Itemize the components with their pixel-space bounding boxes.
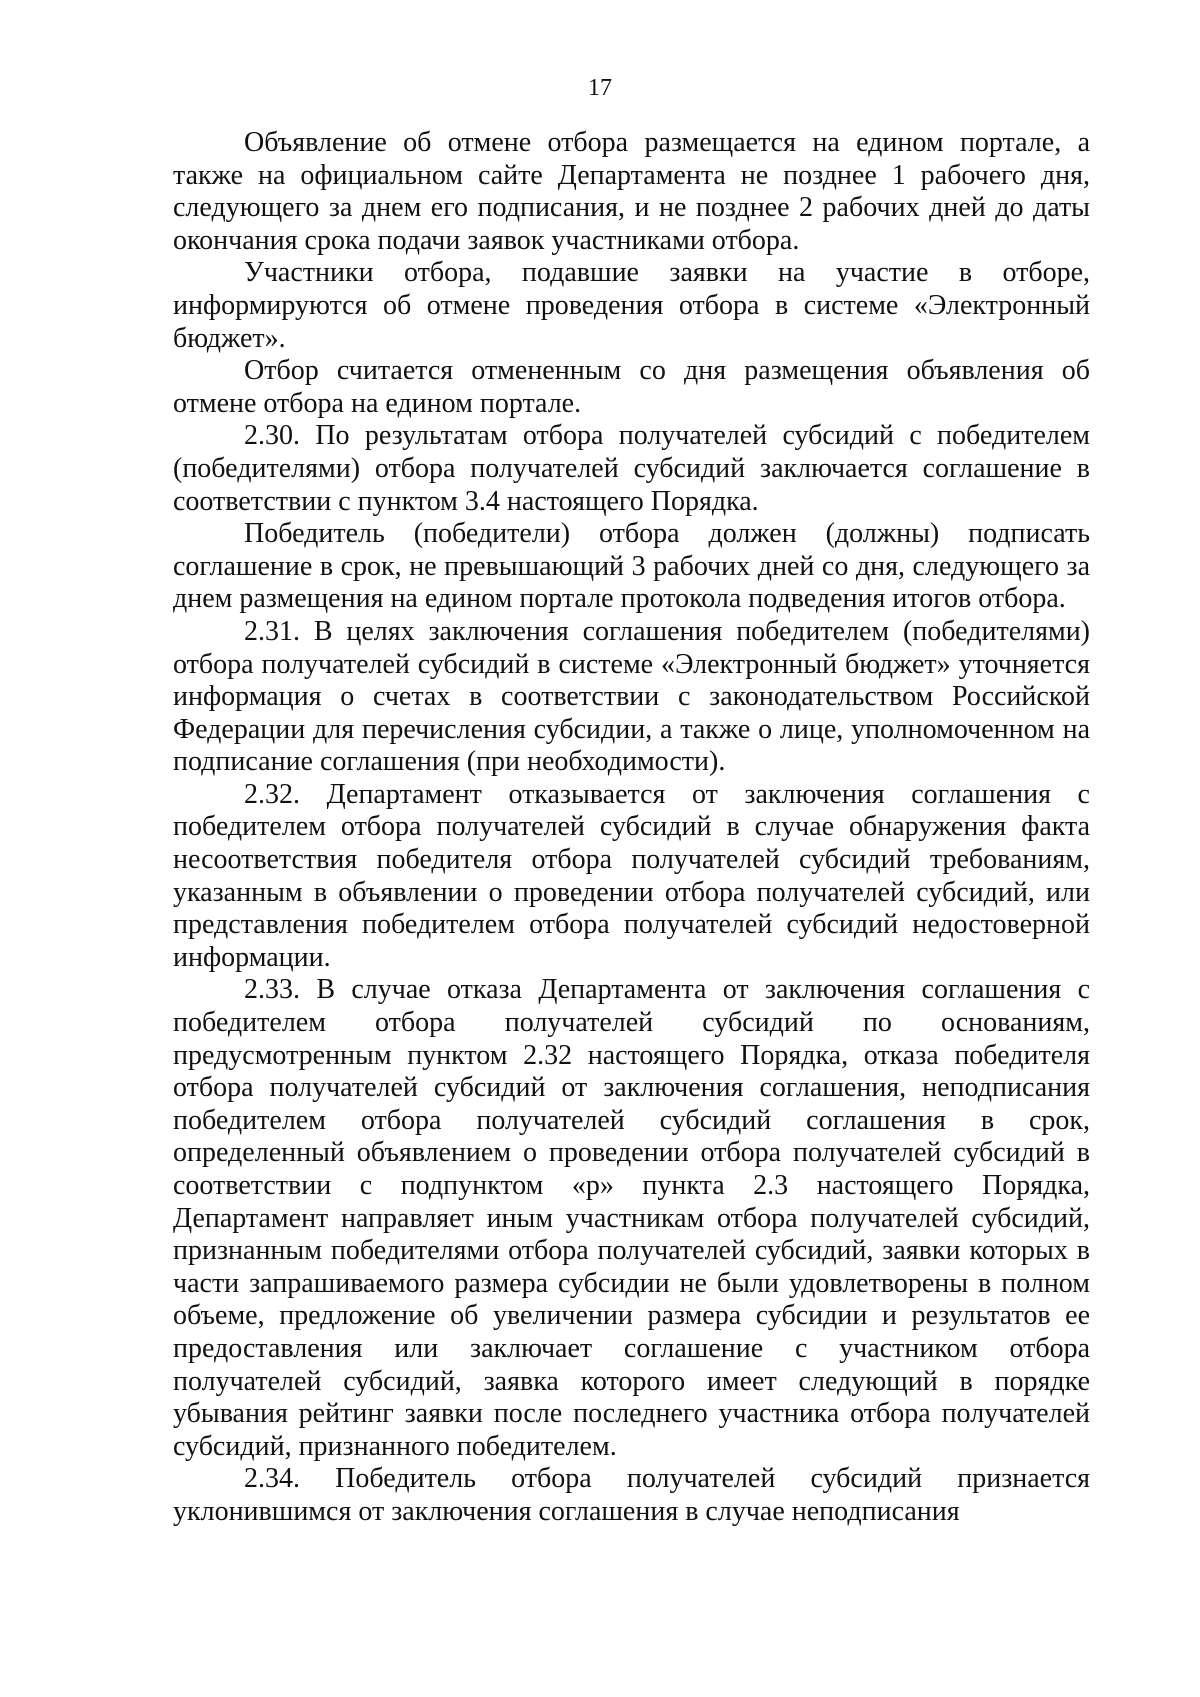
page-number: 17 [588,75,612,101]
paragraph-winner-signing-term: Победитель (победители) отбора должен (должны) подписать соглашение в срок, не превышающий 3 рабочих дней со дня, следующего за днем размещения на едином портале протокола подведения итогов отбора. [173,518,1090,615]
paragraph-2-30: 2.30. По результатам отбора получателей субсидий с победителем (победителями) отбора получателей субсидий заключается соглашение в соответствии с пунктом 3.4 настоящего Порядка. [173,420,1090,517]
paragraph-2-31: 2.31. В целях заключения соглашения победителем (победителями) отбора получателей субсидий в системе «Электронный бюджет» уточняется информация о счетах в соответствии с законодательством Российской Федерации для перечисления субсидии, а также о лице, уполномоченном на подписание соглашения (при необходимости). [173,615,1090,778]
paragraph-2-32: 2.32. Департамент отказывается от заключения соглашения с победителем отбора получателей субсидий в случае обнаружения факта несоответствия победителя отбора получателей субсидий требованиям, указанным в объявлении о проведении отбора получателей субсидий, или представления победителем отбора получателей субсидий недостоверной информации. [173,778,1090,973]
paragraph-participants-informed: Участники отбора, подавшие заявки на участие в отборе, информируются об отмене проведения отбора в системе «Электронный бюджет». [173,257,1090,354]
paragraph-selection-cancelled: Отбор считается отмененным со дня размещения объявления об отмене отбора на едином портале. [173,355,1090,419]
paragraph-2-33: 2.33. В случае отказа Департамента от заключения соглашения с победителем отбора получателей субсидий по основаниям, предусмотренным пунктом 2.32 настоящего Порядка, отказа победителя отбора получателей субсидий от заключения соглашения, неподписания победителем отбора получателей субсидий соглашения в срок, определенный объявлением о проведении отбора получателей субсидий в соответствии с подпунктом «р» пункта 2.3 настоящего Порядка, Департамент направляет иным участникам отбора получателей субсидий, признанным победителями отбора получателей субсидий, заявки которых в части запрашиваемого размера субсидии не были удовлетворены в полном объеме, предложение об увеличении размера субсидии и результатов ее предоставления или заключает соглашение с участником отбора получателей субсидий, заявка которого имеет следующий в порядке убывания рейтинг заявки после последнего участника отбора получателей субсидий, признанного победителем. [173,974,1090,1462]
paragraph-2-34: 2.34. Победитель отбора получателей субсидий признается уклонившимся от заключения соглашения в случае неподписания [173,1463,1090,1527]
paragraph-cancellation-notice: Объявление об отмене отбора размещается на едином портале, а также на официальном сайте Департамента не позднее 1 рабочего дня, следующего за днем его подписания, и не позднее 2 рабочих дней до даты окончания срока подачи заявок участниками отбора. [173,127,1090,256]
document-body [173,127,1090,1529]
